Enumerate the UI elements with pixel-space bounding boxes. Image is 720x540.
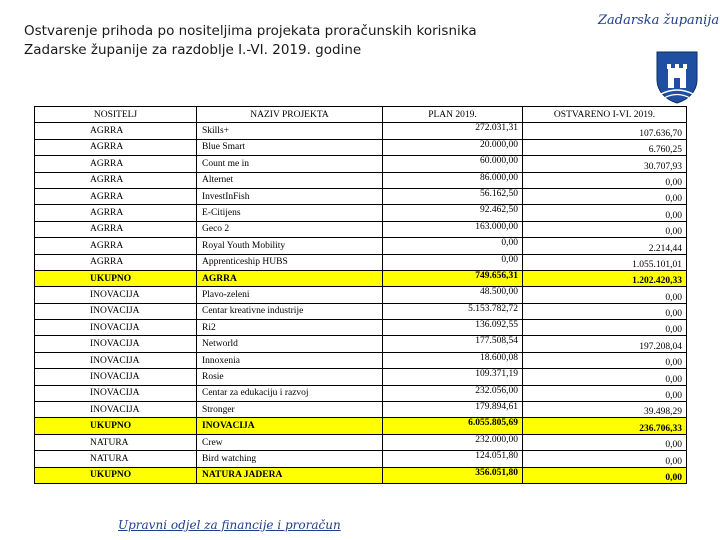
cell-ostvareno: 0,00 — [523, 352, 687, 368]
cell-naziv-projekta: INOVACIJA — [197, 418, 383, 434]
table-row — [35, 205, 687, 221]
table-row — [35, 352, 687, 368]
table-row — [35, 385, 687, 401]
title-line-1: Ostvarenje prihoda po nositeljima projekata proračunskih korisnika — [24, 23, 477, 39]
cell-naziv-projekta: Centar za edukaciju i razvoj — [197, 385, 383, 401]
cell-ostvareno: 0,00 — [523, 172, 687, 188]
cell-plan: 6.055.805,69 — [383, 418, 523, 434]
table-body — [35, 123, 687, 484]
cell-nositelj: INOVACIJA — [35, 352, 197, 368]
cell-ostvareno: 0,00 — [523, 205, 687, 221]
cell-plan: 18.600,08 — [383, 352, 523, 368]
county-coat-of-arms-icon — [655, 50, 699, 104]
cell-nositelj: NATURA — [35, 451, 197, 467]
cell-ostvareno: 0,00 — [523, 385, 687, 401]
cell-ostvareno: 0,00 — [523, 221, 687, 237]
cell-ostvareno: 0,00 — [523, 287, 687, 303]
cell-naziv-projekta: Apprenticeship HUBS — [197, 254, 383, 270]
table-row — [35, 156, 687, 172]
cell-plan: 56.162,50 — [383, 188, 523, 204]
cell-nositelj: INOVACIJA — [35, 336, 197, 352]
table-total-row — [35, 270, 687, 286]
revenue-table — [34, 106, 687, 484]
cell-naziv-projekta: NATURA JADERA — [197, 467, 383, 483]
cell-plan: 124.051,80 — [383, 451, 523, 467]
table-row — [35, 287, 687, 303]
cell-ostvareno: 30.707,93 — [523, 156, 687, 172]
cell-ostvareno: 0,00 — [523, 369, 687, 385]
cell-naziv-projekta: Stronger — [197, 402, 383, 418]
table-row — [35, 320, 687, 336]
cell-plan: 749.656,31 — [383, 270, 523, 286]
cell-plan: 356.051,80 — [383, 467, 523, 483]
cell-nositelj: AGRRA — [35, 238, 197, 254]
cell-ostvareno: 0,00 — [523, 434, 687, 450]
cell-nositelj: AGRRA — [35, 221, 197, 237]
table-row — [35, 369, 687, 385]
cell-naziv-projekta: Networld — [197, 336, 383, 352]
table-row — [35, 434, 687, 450]
cell-nositelj: INOVACIJA — [35, 287, 197, 303]
cell-nositelj: INOVACIJA — [35, 320, 197, 336]
table-header-row — [35, 107, 687, 123]
cell-naziv-projekta: Ri2 — [197, 320, 383, 336]
cell-naziv-projekta: Geco 2 — [197, 221, 383, 237]
cell-ostvareno: 6.760,25 — [523, 139, 687, 155]
cell-ostvareno: 39.498,29 — [523, 402, 687, 418]
county-name: Zadarska županija — [598, 13, 720, 28]
table-total-row — [35, 467, 687, 483]
cell-nositelj: UKUPNO — [35, 418, 197, 434]
cell-nositelj: UKUPNO — [35, 467, 197, 483]
cell-naziv-projekta: AGRRA — [197, 270, 383, 286]
table-row — [35, 238, 687, 254]
cell-naziv-projekta: Rosie — [197, 369, 383, 385]
table-row — [35, 221, 687, 237]
cell-ostvareno: 1.202.420,33 — [523, 270, 687, 286]
table-row — [35, 123, 687, 139]
cell-ostvareno: 0,00 — [523, 303, 687, 319]
page-title — [24, 22, 544, 60]
cell-naziv-projekta: Count me in — [197, 156, 383, 172]
cell-ostvareno: 2.214,44 — [523, 238, 687, 254]
table-row — [35, 402, 687, 418]
cell-plan: 177.508,54 — [383, 336, 523, 352]
cell-nositelj: AGRRA — [35, 188, 197, 204]
cell-plan: 86.000,00 — [383, 172, 523, 188]
cell-ostvareno: 0,00 — [523, 188, 687, 204]
cell-ostvareno: 0,00 — [523, 320, 687, 336]
cell-naziv-projekta: InvestInFish — [197, 188, 383, 204]
cell-nositelj: INOVACIJA — [35, 303, 197, 319]
cell-nositelj: AGRRA — [35, 123, 197, 139]
cell-plan: 60.000,00 — [383, 156, 523, 172]
table-row — [35, 451, 687, 467]
cell-ostvareno: 1.055.101,01 — [523, 254, 687, 270]
cell-nositelj: AGRRA — [35, 156, 197, 172]
cell-nositelj: INOVACIJA — [35, 385, 197, 401]
cell-naziv-projekta: Royal Youth Mobility — [197, 238, 383, 254]
table-row — [35, 139, 687, 155]
cell-naziv-projekta: Alternet — [197, 172, 383, 188]
cell-nositelj: NATURA — [35, 434, 197, 450]
cell-plan: 20.000,00 — [383, 139, 523, 155]
col-header-nositelj: NOSITELJ — [35, 107, 197, 123]
cell-plan: 136.092,55 — [383, 320, 523, 336]
footer-department: Upravni odjel za financije i proračun — [118, 518, 341, 532]
cell-plan: 0,00 — [383, 254, 523, 270]
cell-ostvareno: 0,00 — [523, 451, 687, 467]
table-row — [35, 254, 687, 270]
title-line-2: Zadarske županije za razdoblje I.-VI. 2019. godine — [24, 42, 362, 58]
table-row — [35, 188, 687, 204]
cell-plan: 232.056,00 — [383, 385, 523, 401]
col-header-plan: PLAN 2019. — [383, 107, 523, 123]
cell-naziv-projekta: Plavo-zeleni — [197, 287, 383, 303]
cell-naziv-projekta: Centar kreativne industrije — [197, 303, 383, 319]
cell-plan: 48.500,00 — [383, 287, 523, 303]
cell-ostvareno: 236.706,33 — [523, 418, 687, 434]
cell-naziv-projekta: Skills+ — [197, 123, 383, 139]
cell-plan: 179.894,61 — [383, 402, 523, 418]
cell-naziv-projekta: Bird watching — [197, 451, 383, 467]
cell-naziv-projekta: Blue Smart — [197, 139, 383, 155]
cell-plan: 92.462,50 — [383, 205, 523, 221]
table-row — [35, 336, 687, 352]
cell-plan: 163.000,00 — [383, 221, 523, 237]
cell-nositelj: AGRRA — [35, 205, 197, 221]
cell-naziv-projekta: E-Citijens — [197, 205, 383, 221]
cell-nositelj: AGRRA — [35, 254, 197, 270]
table-row — [35, 303, 687, 319]
cell-nositelj: INOVACIJA — [35, 369, 197, 385]
cell-ostvareno: 107.636,70 — [523, 123, 687, 139]
col-header-ostvareno: OSTVARENO I-VI. 2019. — [523, 107, 687, 123]
cell-nositelj: AGRRA — [35, 172, 197, 188]
col-header-naziv-projekta: NAZIV PROJEKTA — [197, 107, 383, 123]
cell-plan: 5.153.782,72 — [383, 303, 523, 319]
cell-plan: 109.371,19 — [383, 369, 523, 385]
cell-naziv-projekta: Crew — [197, 434, 383, 450]
cell-plan: 272.031,31 — [383, 123, 523, 139]
cell-nositelj: INOVACIJA — [35, 402, 197, 418]
cell-plan: 0,00 — [383, 238, 523, 254]
cell-naziv-projekta: Innoxenia — [197, 352, 383, 368]
cell-nositelj: UKUPNO — [35, 270, 197, 286]
table-row — [35, 172, 687, 188]
cell-ostvareno: 197.208,04 — [523, 336, 687, 352]
cell-ostvareno: 0,00 — [523, 467, 687, 483]
cell-plan: 232.000,00 — [383, 434, 523, 450]
table-total-row — [35, 418, 687, 434]
cell-nositelj: AGRRA — [35, 139, 197, 155]
